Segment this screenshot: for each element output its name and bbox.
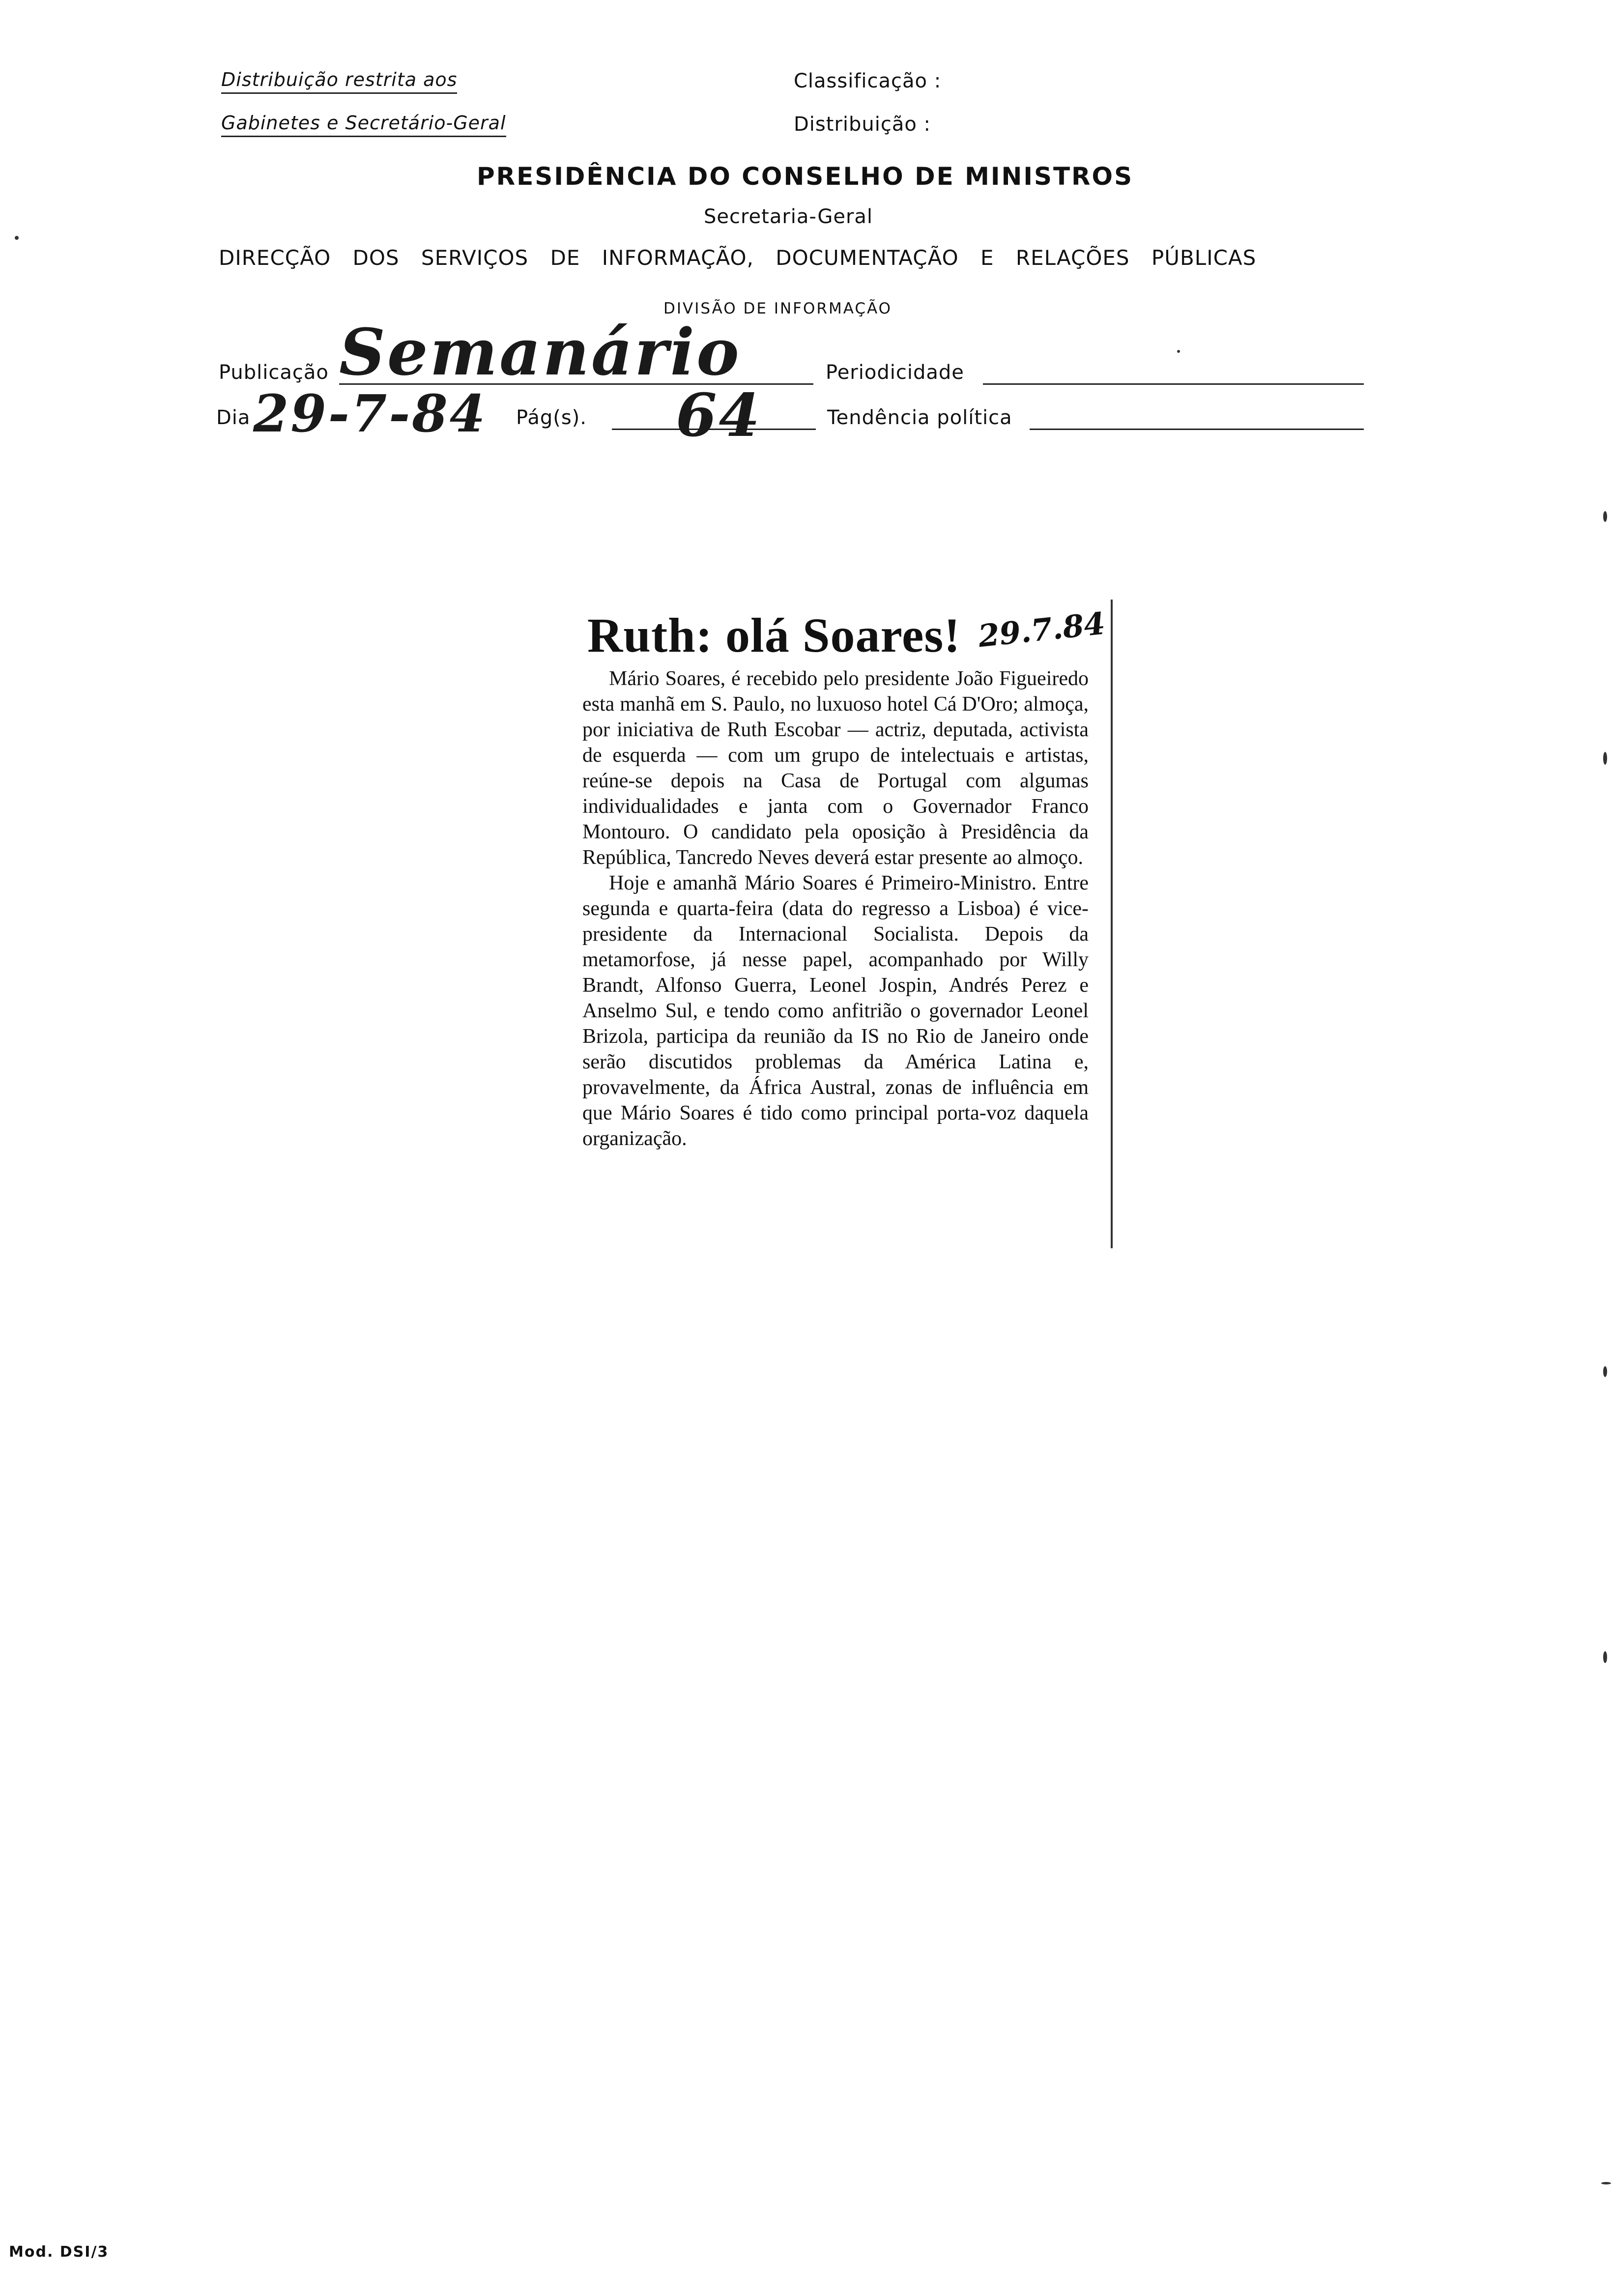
- classificacao-label: Classificação :: [794, 70, 942, 92]
- clipping-headline: Ruth: olá Soares!: [587, 608, 961, 662]
- periodicidade-label: Periodicidade: [826, 361, 964, 384]
- clipping-date-stamp: 29.7.84: [976, 605, 1107, 655]
- dia-label: Dia: [216, 406, 251, 429]
- distribuicao-label: Distribuição :: [794, 113, 931, 136]
- distribution-line-2: Gabinetes e Secretário-Geral: [221, 112, 506, 137]
- publicacao-handwritten-value: Semanário: [339, 315, 741, 390]
- scan-speck: [1601, 2182, 1611, 2184]
- divisao-line: DIVISÃO DE INFORMAÇÃO: [663, 300, 892, 317]
- pags-label: Pág(s).: [516, 406, 587, 429]
- clipping-article: [582, 666, 1089, 1151]
- secretaria-subtitle: Secretaria-Geral: [704, 205, 873, 228]
- periodicidade-line: [983, 383, 1364, 385]
- scan-speck: [1603, 511, 1607, 522]
- article-paragraph-1: Mário Soares, é recebido pelo presidente João Figueiredo esta manhã em S. Paulo, no luxuoso hotel Cá D'Oro; almoça, por iniciativa de Ruth Escobar — actriz, deputada, activista de esquerda — com um grupo de intelectuais e artistas, reúne-se depois na Casa de Portugal com algumas individualidades e janta com o Governador Franco Montouro. O candidato pela oposição à Presidência da República, Tancredo Neves deverá estar presente ao almoço.: [582, 667, 1089, 869]
- tendencia-label: Tendência política: [827, 406, 1012, 429]
- scan-speck: [1603, 1651, 1607, 1663]
- scan-speck: [1603, 1366, 1607, 1377]
- scan-speck: [15, 236, 19, 240]
- direccao-line: DIRECÇÃO DOS SERVIÇOS DE INFORMAÇÃO, DOCUMENTAÇÃO E RELAÇÕES PÚBLICAS: [219, 246, 1257, 270]
- agency-title: PRESIDÊNCIA DO CONSELHO DE MINISTROS: [477, 162, 1134, 191]
- scan-speck: [1177, 350, 1180, 353]
- article-paragraph-2: Hoje e amanhã Mário Soares é Primeiro-Ministro. Entre segunda e quarta-feira (data do regresso a Lisboa) é vice-presidente da Internacional Socialista. Depois da metamorfose, já nesse papel, acompanhado por Willy Brandt, Alfonso Guerra, Leonel Jospin, Andrés Perez e Anselmo Sul, e tendo como anfitrião o governador Leonel Brizola, participa da reunião da IS no Rio de Janeiro onde serão discutidos problemas da América Latina e, provavelmente, da África Austral, zonas de influência em que Mário Soares é tido como principal porta-voz daquela organização.: [582, 872, 1089, 1150]
- pags-handwritten-value: 64: [676, 381, 762, 450]
- scan-speck: [1603, 752, 1607, 765]
- distribution-line-1: Distribuição restrita aos: [221, 69, 457, 94]
- tendencia-line: [1030, 429, 1364, 430]
- dia-handwritten-value: 29-7-84: [253, 383, 488, 444]
- publicacao-label: Publicação: [219, 361, 329, 384]
- form-code: Mod. DSI/3: [9, 2243, 109, 2261]
